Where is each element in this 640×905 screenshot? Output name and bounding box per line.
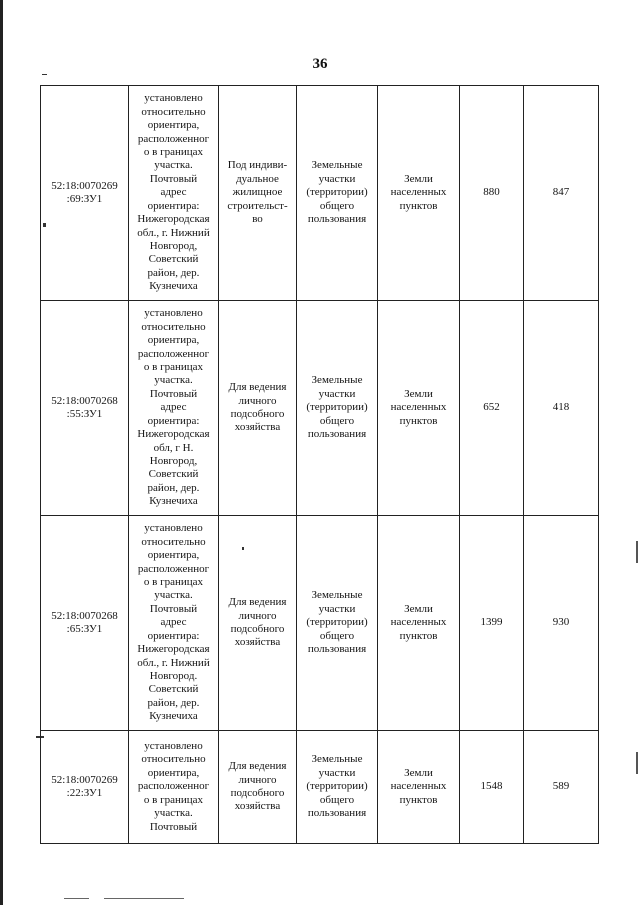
permitted-use-cell bbox=[219, 731, 297, 844]
cell-text-line: пользования bbox=[307, 428, 367, 441]
cell-text-line: адрес bbox=[160, 616, 187, 629]
cell-text-line: относительно bbox=[141, 320, 206, 333]
scan-margin-mark bbox=[636, 541, 638, 563]
cell-text-line: во bbox=[252, 213, 263, 226]
location-cell bbox=[129, 516, 219, 731]
cell-text-line: расположенног bbox=[137, 780, 210, 793]
cell-text-line: :22:ЗУ1 bbox=[66, 787, 103, 799]
cell-text-line: район, дер. bbox=[147, 481, 200, 494]
cell-text-line: 52:18:0070269 bbox=[51, 179, 118, 192]
cell-text-line: хозяйства bbox=[234, 636, 281, 649]
cell-text-line: о в границах bbox=[143, 576, 204, 589]
cell-text-line: подсобного bbox=[230, 623, 285, 635]
scan-margin-mark bbox=[636, 752, 638, 774]
cell-text-line: Земли bbox=[404, 172, 433, 185]
cell-text-line: ориентира: bbox=[147, 199, 200, 212]
cell-text-line: Кузнечиха bbox=[149, 280, 198, 293]
cell-value: 652 bbox=[483, 401, 500, 414]
territorial-zone-cell bbox=[297, 86, 378, 301]
cell-text-line: Для ведения bbox=[228, 596, 287, 609]
page-number: 36 bbox=[312, 56, 328, 72]
table-row bbox=[41, 86, 599, 301]
cell-text-line: обл., г. Нижний bbox=[137, 656, 210, 669]
cell-text-line: район, дер. bbox=[147, 696, 200, 709]
cell-text-line: участка. bbox=[154, 159, 193, 172]
cell-text-line: (территории) bbox=[306, 616, 368, 629]
cell-text-line: пользования bbox=[307, 213, 367, 226]
cell-value: 1399 bbox=[480, 616, 503, 629]
cell-text-line: населенных bbox=[390, 780, 447, 793]
land-category-cell bbox=[378, 731, 460, 844]
cell-text-line: расположенног bbox=[137, 132, 210, 145]
cell-text-line: Кузнечиха bbox=[149, 710, 198, 723]
cell-text-line: населенных bbox=[390, 616, 447, 629]
cell-text-line: о в границах bbox=[143, 146, 204, 159]
cell-text-line: Под индиви- bbox=[227, 159, 288, 172]
cell-text-line: хозяйства bbox=[234, 421, 281, 434]
cell-text-line: общего bbox=[319, 793, 355, 806]
cell-text-line: расположенног bbox=[137, 347, 210, 360]
cell-text-line: общего bbox=[319, 199, 355, 212]
cell-text-line: установлено bbox=[144, 740, 203, 753]
permitted-use-cell bbox=[219, 86, 297, 301]
cell-text-line: Новгород, bbox=[149, 239, 198, 252]
cell-text-line: Земли bbox=[404, 602, 433, 615]
territorial-zone-cell bbox=[297, 301, 378, 516]
land-category-cell bbox=[378, 516, 460, 731]
cell-text-line: хозяйства bbox=[234, 800, 281, 813]
area-cell bbox=[460, 516, 524, 731]
cell-text-line: пунктов bbox=[399, 793, 438, 806]
cell-text-line: (территории) bbox=[306, 780, 368, 793]
cell-text-line: Земельные bbox=[311, 589, 363, 602]
cell-text-line: :55:ЗУ1 bbox=[66, 408, 103, 420]
cell-text-line: ориентира: bbox=[147, 414, 200, 427]
cell-text-line: Нижегородская bbox=[137, 643, 210, 656]
cell-text-line: пунктов bbox=[399, 629, 438, 642]
cell-text-line: Почтовый bbox=[149, 172, 198, 185]
area-cell bbox=[460, 731, 524, 844]
cell-text-line: Почтовый bbox=[149, 820, 198, 833]
area-secondary-cell bbox=[524, 86, 599, 301]
cell-text-line: ориентира, bbox=[147, 766, 200, 779]
cell-text-line: Земельные bbox=[311, 753, 363, 766]
cell-text-line: (территории) bbox=[306, 401, 368, 414]
cell-text-line: обл, г Н. bbox=[153, 441, 194, 454]
land-category-cell bbox=[378, 301, 460, 516]
cell-text-line: 52:18:0070268 bbox=[51, 394, 118, 407]
location-cell bbox=[129, 301, 219, 516]
cell-value: 930 bbox=[552, 616, 570, 629]
cell-text-line: относительно bbox=[141, 753, 206, 766]
cadastral-number-cell bbox=[41, 86, 129, 301]
cell-text-line: установлено bbox=[144, 307, 203, 320]
land-plot-table bbox=[40, 85, 599, 844]
cell-text-line: о в границах bbox=[143, 361, 204, 374]
scan-left-edge bbox=[0, 0, 3, 905]
cell-text-line: строительст- bbox=[227, 199, 288, 212]
cell-text-line: Советский bbox=[148, 468, 199, 481]
cell-text-line: ориентира, bbox=[147, 334, 200, 347]
area-secondary-cell bbox=[524, 301, 599, 516]
cell-text-line: жилищное bbox=[232, 186, 283, 199]
cell-text-line: 52:18:0070268 bbox=[51, 609, 118, 622]
cell-text-line: :69:ЗУ1 bbox=[66, 193, 103, 205]
territorial-zone-cell bbox=[297, 731, 378, 844]
cell-value: 589 bbox=[552, 780, 570, 793]
cell-text-line: пунктов bbox=[399, 414, 438, 427]
cell-text-line: участки bbox=[318, 387, 356, 400]
cell-text-line: Новгород. bbox=[149, 669, 198, 682]
scan-footer-line bbox=[64, 898, 89, 899]
cell-text-line: установлено bbox=[144, 522, 203, 535]
cell-text-line: Для ведения bbox=[228, 381, 287, 394]
cell-text-line: дуальное bbox=[236, 172, 279, 185]
cell-text-line: Земельные bbox=[311, 374, 363, 387]
cell-text-line: Почтовый bbox=[149, 387, 198, 400]
cell-text-line: относительно bbox=[141, 105, 206, 118]
cell-text-line: 52:18:0070269 bbox=[51, 773, 118, 786]
cell-text-line: адрес bbox=[160, 401, 187, 414]
cell-text-line: участки bbox=[318, 172, 356, 185]
cell-text-line: пользования bbox=[307, 807, 367, 820]
cadastral-number-cell bbox=[41, 516, 129, 731]
cell-text-line: Почтовый bbox=[149, 602, 198, 615]
table-row bbox=[41, 301, 599, 516]
cell-text-line: населенных bbox=[390, 186, 447, 199]
cell-text-line: ориентира, bbox=[147, 549, 200, 562]
location-cell bbox=[129, 86, 219, 301]
cell-value: 847 bbox=[552, 186, 570, 199]
cell-text-line: участка. bbox=[154, 374, 193, 387]
cell-text-line: личного bbox=[238, 394, 277, 407]
cell-text-line: о в границах bbox=[143, 793, 204, 806]
cell-text-line: подсобного bbox=[230, 408, 285, 420]
cell-text-line: адрес bbox=[160, 186, 187, 199]
cell-text-line: Новгород, bbox=[149, 454, 198, 467]
cell-text-line: Нижегородская bbox=[137, 428, 210, 441]
cell-text-line: подсобного bbox=[230, 787, 285, 799]
cell-text-line: пользования bbox=[307, 643, 367, 656]
territorial-zone-cell bbox=[297, 516, 378, 731]
cell-text-line: личного bbox=[238, 773, 277, 786]
cadastral-number-cell bbox=[41, 301, 129, 516]
cell-text-line: Земельные bbox=[311, 159, 363, 172]
cell-text-line: Земли bbox=[404, 387, 433, 400]
cell-text-line: Нижегородская bbox=[137, 213, 210, 226]
cell-text-line: обл., г. Нижний bbox=[137, 226, 210, 239]
cell-text-line: личного bbox=[238, 609, 277, 622]
permitted-use-cell bbox=[219, 301, 297, 516]
cell-text-line: относительно bbox=[141, 535, 206, 548]
cell-text-line: район, дер. bbox=[147, 266, 200, 279]
cell-value: 880 bbox=[483, 186, 500, 199]
land-category-cell bbox=[378, 86, 460, 301]
cell-value: 1548 bbox=[480, 780, 503, 793]
cell-text-line: Для ведения bbox=[228, 760, 287, 773]
cell-text-line: пунктов bbox=[399, 199, 438, 212]
cell-text-line: Кузнечиха bbox=[149, 495, 198, 508]
cell-text-line: :65:ЗУ1 bbox=[66, 623, 103, 635]
cadastral-number-cell bbox=[41, 731, 129, 844]
cell-text-line: Советский bbox=[148, 683, 199, 696]
cell-text-line: ориентира: bbox=[147, 629, 200, 642]
cell-value: 418 bbox=[552, 401, 570, 414]
permitted-use-cell bbox=[219, 516, 297, 731]
cell-text-line: ориентира, bbox=[147, 119, 200, 132]
cell-text-line: участка. bbox=[154, 807, 193, 820]
scan-speck bbox=[42, 74, 47, 75]
cell-text-line: установлено bbox=[144, 92, 203, 105]
cell-text-line: общего bbox=[319, 414, 355, 427]
area-cell bbox=[460, 301, 524, 516]
cell-text-line: общего bbox=[319, 629, 355, 642]
cell-text-line: Советский bbox=[148, 253, 199, 266]
area-secondary-cell bbox=[524, 731, 599, 844]
cell-text-line: расположенног bbox=[137, 562, 210, 575]
table-row bbox=[41, 516, 599, 731]
table-row bbox=[41, 731, 599, 844]
cell-text-line: населенных bbox=[390, 401, 447, 414]
cell-text-line: участки bbox=[318, 766, 356, 779]
cell-text-line: участка. bbox=[154, 589, 193, 602]
cell-text-line: участки bbox=[318, 602, 356, 615]
area-secondary-cell bbox=[524, 516, 599, 731]
area-cell bbox=[460, 86, 524, 301]
cell-text-line: (территории) bbox=[306, 186, 368, 199]
location-cell bbox=[129, 731, 219, 844]
cell-text-line: Земли bbox=[404, 766, 433, 779]
scan-footer-line bbox=[104, 898, 184, 899]
